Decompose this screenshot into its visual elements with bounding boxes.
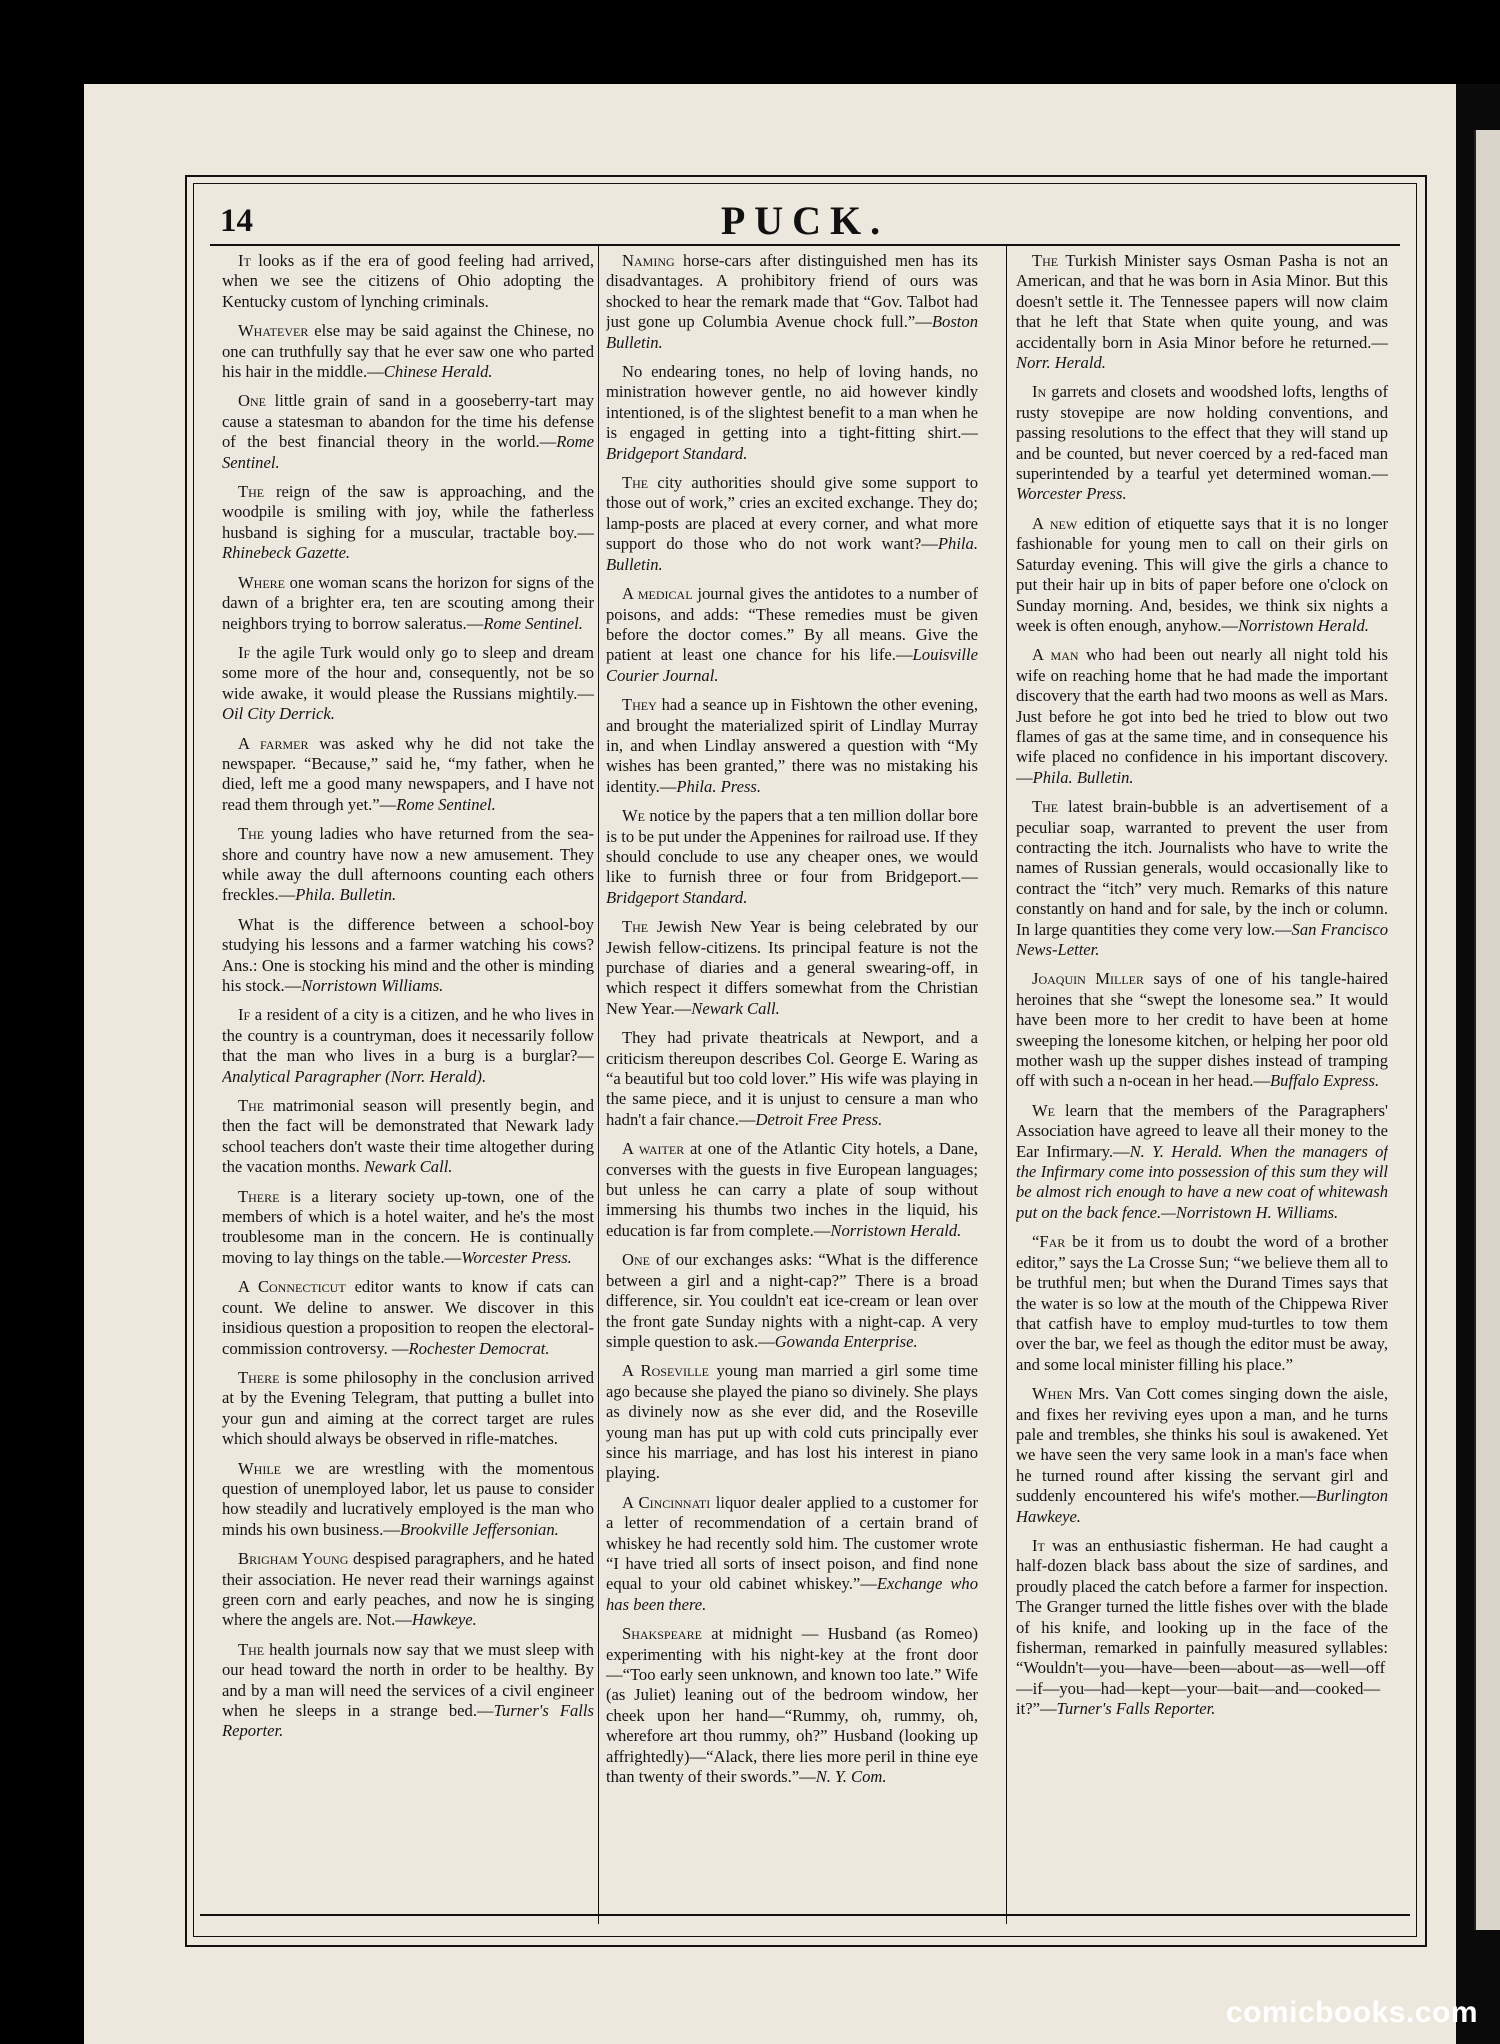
paragraph-lead: “Far [1032, 1232, 1066, 1252]
paragraph-text: What is the difference between a school-boy studying his lessons and a farmer watching his cows? Ans.: One is stocking his mind and the other is minding his stock.— [222, 914, 594, 995]
source-citation: Rome Sentinel. [396, 794, 496, 814]
paragraph-text: editor wants to know if cats can count. We deline to answer. We discover in this insidious question a proposition to reopen the electoral-commission controversy. — [222, 1277, 594, 1358]
paragraph [606, 917, 978, 1019]
masthead-title: PUCK. [720, 198, 890, 243]
paragraph-text: at one of the Atlantic City hotels, a Dane, converses with the guests in five European languages; but unless he can carry a plate of soup without immersing his thumbs two inches in the liquid, his education is far from complete.— [606, 1139, 978, 1240]
paragraph [606, 806, 978, 908]
paragraph-text: young ladies who have returned from the sea-shore and country have now a new amusement. They while away the dull afternoons counting each others freckles.— [222, 824, 594, 905]
source-citation: Buffalo Express. [1270, 1071, 1380, 1091]
paragraph-lead: The [238, 1096, 265, 1116]
paragraph-lead: Shakspeare [622, 1624, 702, 1644]
paragraph [1016, 382, 1388, 504]
paragraph-text: of our exchanges asks: “What is the difference between a girl and a night-cap?” There is a broad difference, sir. You couldn't eat ice-cream or lean over the front gate Sunday nights with a night-cap. A very simple question to ask.— [606, 1250, 978, 1351]
text-column-2 [606, 251, 978, 1911]
paragraph [1016, 251, 1388, 373]
paragraph [222, 1005, 594, 1087]
footer-rule [200, 1914, 1410, 1916]
paragraph-lead: The [622, 917, 649, 937]
source-citation: San Francisco News-Letter. [1016, 919, 1388, 959]
paragraph-text: learn that the members of the Paragraphers' Association have agreed to leave all their money to the Ear Infirmary.— [1016, 1100, 1388, 1161]
source-citation: Rome Sentinel. [483, 613, 583, 633]
paragraph-text: No endearing tones, no help of loving hands, no ministration however gentle, no aid however kindly intentioned, is of the slightest benefit to a man when he is engaged in getting into a tight-fitting shirt.— [606, 362, 978, 443]
paragraph [222, 1277, 594, 1359]
text-column-3 [1016, 251, 1388, 1911]
paragraph-lead: Whatever [238, 321, 309, 341]
source-citation: Turner's Falls Reporter. [1056, 1699, 1216, 1719]
source-citation: Phila. Bulletin. [295, 885, 397, 905]
source-citation: Bridgeport Standard. [606, 887, 748, 907]
paragraph-lead: We [622, 806, 645, 826]
paragraph [606, 1250, 978, 1352]
paragraph-lead: The [1032, 797, 1059, 817]
paragraph [606, 1028, 978, 1130]
paragraph [222, 1187, 594, 1269]
paragraph-text: edition of etiquette says that it is no longer fashionable for young men to call on their girls on Saturday evening. This will give the girls a chance to put their hair up in bits of paper before one o'clock on Sunday morning. And, besides, we think six nights a week is often enough, anyhow.— [1016, 513, 1388, 635]
paragraph-lead: While [238, 1458, 281, 1478]
text-column-1 [222, 251, 594, 1911]
source-citation: Norristown Herald. [830, 1220, 962, 1240]
header-rule [210, 244, 1400, 246]
paragraph-lead: A waiter [622, 1139, 685, 1159]
paragraph-lead: The [238, 482, 265, 502]
source-citation: Analytical Paragrapher (Norr. Herald). [222, 1066, 487, 1086]
source-citation: Boston Bulletin. [606, 312, 978, 352]
paragraph-text: who had been out nearly all night told his wife on reaching home that he had made the important discovery that the earth had two moons as well as Mars. Just before he got into bed he tried to blow out two flames of gas at the same time, and in consequence his wife placed no confidence in his important discovery.— [1016, 645, 1388, 787]
source-citation: Phila. Press. [676, 776, 762, 796]
paragraph-lead: We [1032, 1100, 1055, 1120]
paragraph-lead: Where [238, 572, 285, 592]
paragraph-lead: The [238, 824, 265, 844]
paragraph [222, 573, 594, 634]
source-citation: Norristown Williams. [301, 976, 444, 995]
paragraph [606, 1493, 978, 1615]
source-citation: Rochester Democrat. [408, 1338, 550, 1358]
column-divider-2 [1006, 244, 1007, 1924]
paragraph-lead: A Cincinnati [622, 1492, 711, 1512]
paragraph-lead: A Connecticut [238, 1277, 346, 1297]
paragraph [606, 362, 978, 464]
source-citation: Rome Sentinel. [222, 432, 594, 472]
source-citation: Louisville Courier Journal. [606, 645, 978, 685]
paragraph [222, 391, 594, 473]
paragraph [1016, 1101, 1388, 1223]
paragraph [222, 1368, 594, 1450]
source-citation: N. Y. Com. [815, 1767, 887, 1787]
paragraph-lead: There [238, 1186, 280, 1206]
paragraph-text: reign of the saw is approaching, and the woodpile is smiling with joy, while the fatherless husband is sighing for a muscular, tractable boy.— [222, 482, 594, 542]
next-page-edge [1474, 130, 1500, 1930]
paragraph-text: else may be said against the Chinese, no one can truthfully say that he ever saw one who parted his hair in the middle.— [222, 321, 594, 382]
source-citation: Worcester Press. [1016, 484, 1127, 504]
paragraph-text: health journals now say that we must sleep with our head toward the north in order to be healthy. By and by a man will need the services of a civil engineer when he sleeps in a strange bed.— [222, 1639, 594, 1720]
source-citation: Worcester Press. [461, 1247, 572, 1267]
paragraph-lead: One [238, 391, 266, 411]
source-citation: Burlington Hawkeye. [1016, 1486, 1388, 1526]
source-citation: Newark Call. [363, 1157, 453, 1177]
paragraph-text: one woman scans the horizon for signs of the dawn of a brighter era, ten are scouting among their neighbors trying to borrow saleratus.— [222, 572, 594, 633]
source-citation: Norr. Herald. [1016, 353, 1106, 373]
source-citation: N. Y. Herald. When the managers of the Infirmary come into possession of this sum they will be almost rich enough to have a new coat of whitewash put on the back fence.—Norristown H. Williams. [1016, 1141, 1388, 1222]
paragraph [606, 251, 978, 353]
paragraph-lead: Brigham Young [238, 1549, 349, 1569]
paragraph-text: we are wrestling with the momentous question of unemployed labor, let us pause to consider how steadily and lucratively employed is the man who minds his own business.— [222, 1458, 594, 1539]
paragraph-lead: Joaquin Miller [1032, 969, 1145, 989]
paragraph [222, 1096, 594, 1178]
paragraph-lead: There [238, 1367, 280, 1387]
paragraph-lead: Naming [622, 251, 675, 270]
page-header [210, 195, 1400, 245]
paragraph-text: matrimonial season will presently begin, and then the fact will be demonstrated that Newark lady school teachers don't waste their time altogether during the vacation months. [222, 1096, 594, 1177]
paragraph [1016, 514, 1388, 636]
source-citation: Bridgeport Standard. [606, 443, 748, 463]
paragraph-lead: If [238, 642, 251, 662]
paragraph-text: liquor dealer applied to a customer for a letter of recommendation of a certain brand of whiskey he had recently sold him. The customer wrote “I have tried all sorts of insect poison, and find none equal to your old cabinet whiskey.”— [606, 1492, 978, 1594]
source-citation: Gowanda Enterprise. [774, 1331, 918, 1351]
paragraph-text: at midnight — Husband (as Romeo) experimenting with his night-key at the front door—“Too early seen unknown, and known too late.” Wife (as Juliet) leaning out of the bedroom window, her cheek upon her hand—“Rummy, oh, rummy, oh, wherefore art thou rummy, oh?” Husband (looking up affrightedly)—“Alack, there lies more peril in thine eye than twenty of their swords.”— [606, 1624, 978, 1787]
paragraph [1016, 1384, 1388, 1527]
paragraph-lead: In [1032, 382, 1047, 402]
paragraph-text: young man married a girl some time ago because she played the piano so divinely. She plays as divinely now as she ever did, and the Roseville young man has put up with cold cuts principally ever since his marriage, and has lost his interest in piano playing. [606, 1361, 978, 1483]
paragraph-text: be it from us to doubt the word of a brother editor,” says the La Crosse Sun; “we believe them all to be truthful men; but when the Durand Times says that the water is so low at the mouth of the Chippewa River that catfish have to employ mud-turtles to tow them over the bar, we feel as though the editor must be away, and some local minister filling his place.” [1016, 1232, 1388, 1374]
paragraph-lead: The [238, 1639, 265, 1659]
source-citation: Hawkeye. [411, 1610, 477, 1630]
paragraph [222, 1459, 594, 1541]
paragraph-text: notice by the papers that a ten million dollar bore is to be put under the Appenines for railroad use. If they should conclude to use any cheaper ones, we would like to furnish three or four from Bridgeport.— [606, 806, 978, 887]
paragraph-text: journal gives the antidotes to a number of poisons, and adds: “These remedies must be given before the doctor comes.” By all means. Give the patient at least one chance for his life.— [606, 584, 978, 665]
paragraph-lead: The [622, 473, 649, 493]
paragraph-lead: They [622, 695, 657, 715]
source-citation: Norristown Herald. [1237, 615, 1369, 635]
paragraph-text: garrets and closets and woodshed lofts, lengths of rusty stovepipe are now holding conventions, and passing resolutions to the effect that they will stand up and be counted, but never coerced by a red-faced man superintended by a tearful yet determined woman.— [1016, 382, 1388, 484]
source-citation: Chinese Herald. [383, 362, 493, 382]
paragraph [1016, 969, 1388, 1091]
paragraph-lead: A new [1032, 513, 1078, 533]
paragraph-text: is some philosophy in the conclusion arrived at by the Evening Telegram, that putting a bullet into your gun and aiming at the correct target are rules which should always be observed in rifle-matches. [222, 1367, 594, 1449]
paragraph-text: the agile Turk would only go to sleep and dream some more of the hour and, consequently, not be so wide awake, it would please the Russians mightily.— [222, 642, 594, 703]
paragraph [222, 1549, 594, 1631]
source-citation: Newark Call. [691, 998, 780, 1018]
paragraph [222, 643, 594, 725]
paragraph [1016, 1536, 1388, 1720]
paragraph [222, 1640, 594, 1742]
column-divider-1 [598, 244, 599, 1924]
source-citation: Phila. Bulletin. [606, 534, 978, 574]
paragraph-text: says of one of his tangle-haired heroines that she “swept the lonesome sea.” It would have been more to her credit to have been at home sweeping the lonesome kitchen, or helping her poor old mother wash up the supper dishes instead of tramping off with such a n-ocean in her head.— [1016, 969, 1388, 1091]
paragraph-lead: A Roseville [622, 1361, 709, 1381]
paragraph [606, 1361, 978, 1483]
paragraph [222, 321, 594, 382]
paragraph [606, 1624, 978, 1787]
paragraph-text: latest brain-bubble is an advertisement of a peculiar soap, warranted to prevent the user from contracting the itch. Journalists who have to write the names of Russian generals, would occasionally like to contract the “itch” very much. Remarks of this nature constantly on hand and for sale, by the inch or column. In large quantities they come very low.— [1016, 797, 1388, 939]
watermark: comicbooks.com [1225, 1996, 1478, 2029]
paragraph-text: Turkish Minister says Osman Pasha is not an American, and that he was born in Asia Minor. But this doesn't settle it. The Tennessee papers will now claim that he left that State when quite young, and was accidentally born in Asia Minor before he returned.— [1016, 251, 1388, 352]
paragraph-text: was an enthusiastic fisherman. He had caught a half-dozen black bass about the size of sardines, and proudly placed the catch before a farmer for inspection. The Granger turned the little fishes over with the blade of his knife, and looking up in the face of the fisherman, remarked in painfully measured syllables: “Wouldn't—you—have—been—about—as—well—off—if—you—had—kept—your—bait—and—cooked—it?”— [1016, 1535, 1388, 1719]
paragraph-lead: It [238, 251, 251, 270]
paragraph-lead: One [622, 1250, 650, 1270]
source-citation: Oil City Derrick. [222, 704, 335, 724]
paragraph [222, 915, 594, 997]
source-citation: Phila. Bulletin. [1032, 767, 1134, 787]
paragraph [222, 482, 594, 564]
paragraph-lead: If [238, 1005, 251, 1025]
paragraph [606, 1139, 978, 1241]
paragraph [222, 734, 594, 816]
paragraph [1016, 1232, 1388, 1375]
paragraph-text: Jewish New Year is being celebrated by our Jewish fellow-citizens. Its principal feature is not the purchase of diaries and a general swearing-off, in which respect it differs somewhat from the Christian New Year.— [606, 917, 978, 1018]
paragraph-text: city authorities should give some support to those out of work,” cries an excited exchange. They do; lamp-posts are placed at every corner, and what more support do those who do not work want?— [606, 473, 978, 554]
paragraph-lead: The [1032, 251, 1059, 270]
paragraph-text: despised paragraphers, and he hated their association. He never read their warnings against green corn and early peaches, and now he is singing where the angels are. Not.— [222, 1549, 594, 1630]
paragraph-text: was asked why he did not take the newspaper. “Because,” said he, “my father, when he died, left me a good many newspapers, and I have not read them through yet.”— [222, 733, 594, 814]
paragraph-lead: When [1032, 1384, 1073, 1404]
source-citation: Brookville Jeffersonian. [399, 1519, 559, 1539]
source-citation: Turner's Falls Reporter. [222, 1701, 594, 1741]
paragraph-text: They had private theatricals at Newport, and a criticism thereupon describes Col. George E. Waring as “a beautiful but too cold lover.” His wife was playing in the same piece, and it is unjust to censure a man who hadn't a fair chance.— [606, 1028, 978, 1129]
paragraph-lead: A medical [622, 584, 693, 604]
paragraph-text: is a literary society up-town, one of the members of which is a hotel waiter, and he's the most troublesome man in the concern. He is continually moving to lay things on the table.— [222, 1186, 594, 1267]
source-citation: Exchange who has been there. [606, 1574, 978, 1614]
paragraph-lead: A farmer [238, 733, 309, 753]
paragraph [222, 824, 594, 906]
paragraph [1016, 645, 1388, 788]
paragraph-lead: It [1032, 1535, 1045, 1555]
paragraph [606, 695, 978, 797]
paragraph-text: horse-cars after distinguished men has its disadvantages. A prohibitory friend of ours was shocked to hear the remark made that “Gov. Talbot had just gone up Columbia Avenue chock full.”— [606, 251, 978, 332]
source-citation: Rhinebeck Gazette. [222, 543, 351, 563]
paragraph-lead: A man [1032, 645, 1079, 665]
paragraph-text: a resident of a city is a citizen, and he who lives in the country is a countryman, does it necessarily follow that the man who lives in a burg is a burglar?— [222, 1005, 594, 1066]
page-number: 14 [220, 203, 253, 239]
paragraph-text: looks as if the era of good feeling had arrived, when we see the citizens of Ohio adopting the Kentucky custom of lynching criminals. [222, 251, 594, 311]
source-citation: Detroit Free Press. [755, 1109, 883, 1129]
paragraph [1016, 797, 1388, 960]
paragraph-text: had a seance up in Fishtown the other evening, and brought the materialized spirit of Lindlay Murray in, and when Lindlay answered a question with “My wishes has been granted,” there was no mistaking his identity.— [606, 695, 978, 796]
paragraph-text: little grain of sand in a gooseberry-tart may cause a statesman to abandon for the time his defense of the best financial theory in the world.— [222, 391, 594, 452]
paragraph [606, 584, 978, 686]
paragraph [606, 473, 978, 575]
paragraph [222, 251, 594, 312]
paragraph-text: Mrs. Van Cott comes singing down the aisle, and fixes her reviving eyes upon a man, and he turns pale and trembles, she thinks his soul is awakened. Yet we have seen the very same look in a man's face when he turned round after kissing the servant girl and suddenly encountered his wife's mother.— [1016, 1384, 1388, 1506]
